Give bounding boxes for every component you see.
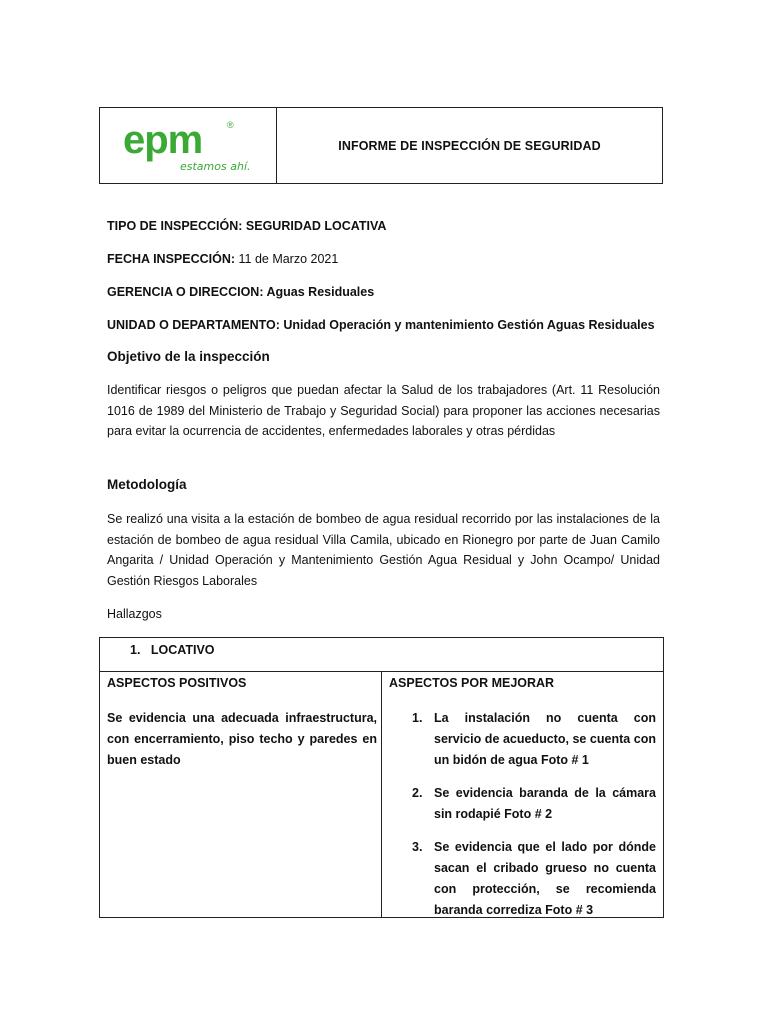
header-table xyxy=(99,107,663,184)
field-label: TIPO DE INSPECCIÓN: xyxy=(107,219,243,233)
findings-section-row xyxy=(100,638,663,672)
objetivo-paragraph: Identificar riesgos o peligros que puedan afectar la Salud de los trabajadores (Art. 11 Resolución 1016 de 1989 del Ministerio de Trabajo y Seguridad Social) para proponer las acciones necesarias para evitar la ocurrencia de accidentes, enfermedades laborales y otras pérdidas xyxy=(107,383,660,439)
list-item-number: 1. xyxy=(412,711,423,725)
list-item-number: 2. xyxy=(412,786,423,800)
metodologia-heading: Metodología xyxy=(107,477,187,492)
field-gerencia xyxy=(107,284,374,300)
list-item-text: Se evidencia baranda de la cámara sin rodapié Foto # 2 xyxy=(434,786,656,821)
report-title: INFORME DE INSPECCIÓN DE SEGURIDAD xyxy=(338,138,601,153)
field-label: FECHA INSPECCIÓN: xyxy=(107,252,236,266)
field-fecha-inspeccion xyxy=(107,251,338,267)
field-value: Unidad Operación y mantenimiento Gestión Aguas Residuales xyxy=(279,318,655,332)
section-name: LOCATIVO xyxy=(150,643,215,657)
positive-aspects-column xyxy=(100,672,382,917)
findings-table xyxy=(99,637,664,918)
list-item-text: Se evidencia que el lado por dónde sacan el cribado grueso no cuenta con protección, se recomienda baranda corrediza Foto # 3 xyxy=(434,840,656,917)
field-value: 11 de Marzo 2021 xyxy=(235,252,339,266)
logo-brand: epm xyxy=(123,118,203,162)
field-label: UNIDAD O DEPARTAMENTO: xyxy=(107,318,280,332)
list-item-number: 3. xyxy=(412,840,423,854)
logo-slogan: estamos ahí. xyxy=(180,160,251,173)
section-number: 1. xyxy=(130,643,141,657)
field-tipo-inspeccion xyxy=(107,218,386,234)
registered-mark: ® xyxy=(227,120,234,130)
list-item-text: La instalación no cuenta con servicio de acueducto, se cuenta con un bidón de agua Foto # 1 xyxy=(434,711,656,767)
epm-logo xyxy=(122,120,262,178)
objetivo-heading: Objetivo de la inspección xyxy=(107,349,270,364)
improvement-aspects-header: ASPECTOS POR MEJORAR xyxy=(389,676,555,690)
positive-aspects-text: Se evidencia una adecuada infraestructura, con encerramiento, piso techo y paredes en buen estado xyxy=(107,711,377,767)
field-value: Aguas Residuales xyxy=(263,285,375,299)
field-unidad xyxy=(107,317,655,333)
improvement-aspects-column xyxy=(382,672,663,917)
findings-section-title xyxy=(130,643,215,657)
hallazgos-text: Hallazgos xyxy=(107,607,162,621)
field-value: SEGURIDAD LOCATIVA xyxy=(242,219,387,233)
metodologia-paragraph: Se realizó una visita a la estación de bombeo de agua residual recorrido por las instalaciones de la estación de bombeo de agua residual Villa Camila, ubicado en Rionegro por parte de Juan Camilo Angarita / Unidad Operación y Mantenimiento Gestión Agua Residual y John Ocampo/ Unidad Gestión Riesgos Laborales xyxy=(107,512,660,589)
positive-aspects-header: ASPECTOS POSITIVOS xyxy=(107,676,247,690)
header-title-cell xyxy=(277,108,662,183)
header-logo-cell xyxy=(100,108,277,183)
field-label: GERENCIA O DIRECCION: xyxy=(107,285,264,299)
hallazgos-label xyxy=(107,606,162,622)
